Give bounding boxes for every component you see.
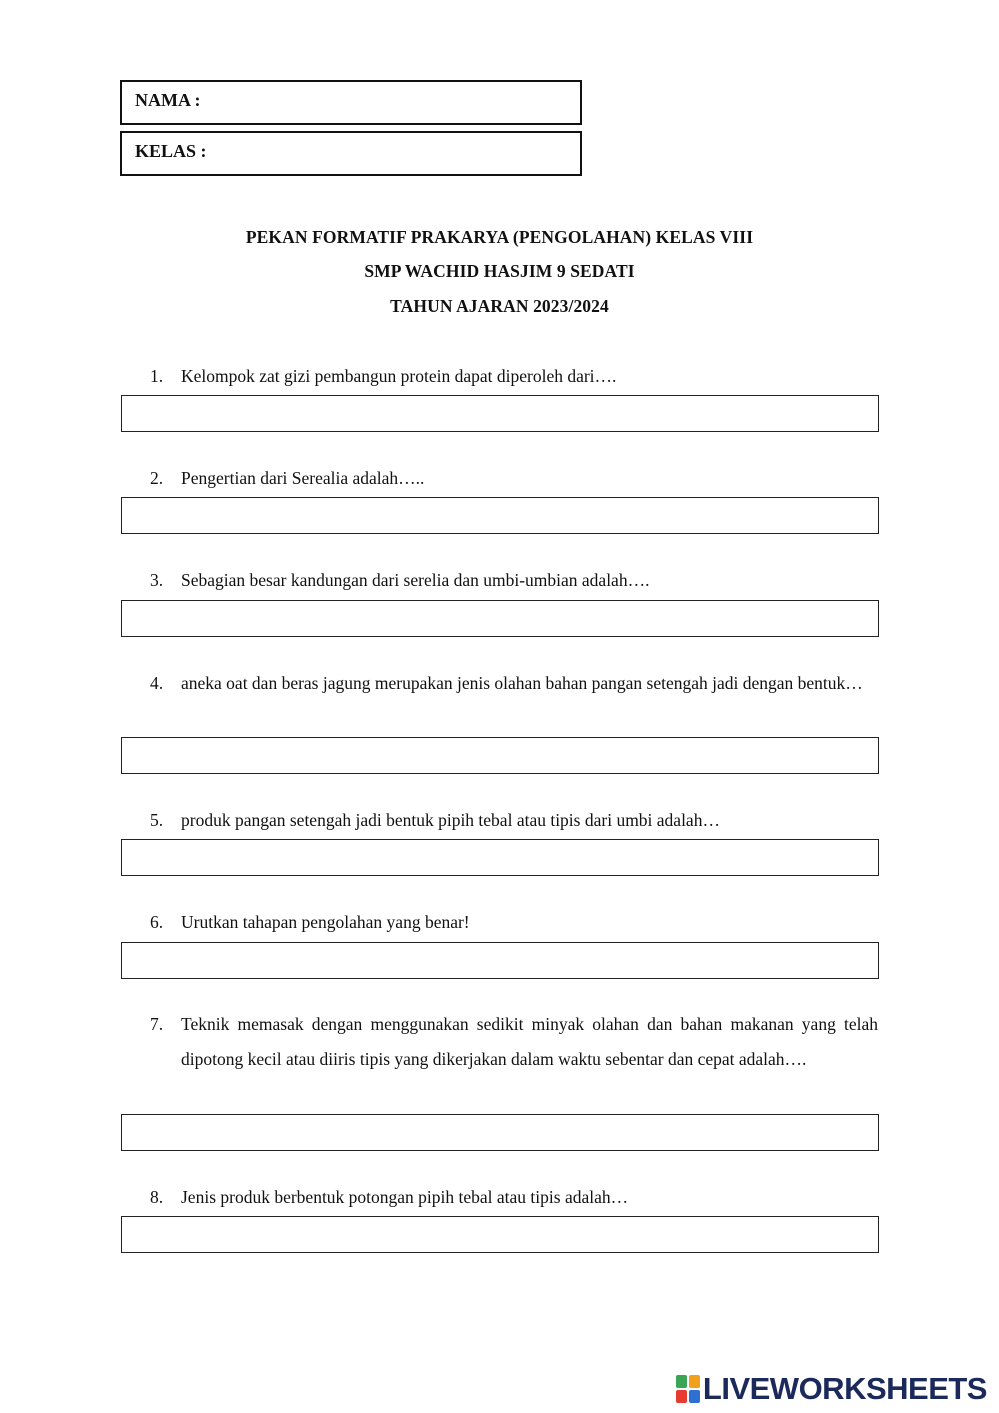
- title-line-1: PEKAN FORMATIF PRAKARYA (PENGOLAHAN) KELAS VIII: [245, 227, 754, 247]
- answer-input-6[interactable]: [121, 942, 879, 979]
- logo-mark-icon: [676, 1375, 700, 1403]
- question-text: produk pangan setengah jadi bentuk pipih tebal atau tipis dari umbi adalah…: [181, 810, 720, 830]
- question-text: Kelompok zat gizi pembangun protein dapat diperoleh dari….: [181, 366, 617, 386]
- question-text: aneka oat dan beras jagung merupakan jenis olahan bahan pangan setengah jadi dengan bentuk…: [181, 673, 863, 693]
- logo-mark-tile: [676, 1375, 687, 1388]
- question-number: 4.: [150, 673, 164, 693]
- question-1: [150, 359, 878, 394]
- question-number: 6.: [150, 912, 164, 932]
- logo-mark-tile: [676, 1390, 687, 1403]
- question-text: Jenis produk berbentuk potongan pipih tebal atau tipis adalah…: [181, 1187, 629, 1207]
- question-3: [150, 563, 878, 598]
- logo-mark-tile: [689, 1390, 700, 1403]
- class-box: [120, 131, 582, 176]
- question-text: Sebagian besar kandungan dari serelia dan umbi-umbian adalah….: [181, 570, 650, 590]
- question-5: [150, 803, 878, 838]
- question-number: 3.: [150, 570, 164, 590]
- question-2: [150, 461, 878, 496]
- answer-input-1[interactable]: [121, 395, 879, 432]
- name-box: [120, 80, 582, 125]
- class-input[interactable]: [215, 138, 580, 170]
- question-number: 2.: [150, 468, 164, 488]
- class-label: KELAS :: [135, 141, 207, 161]
- question-7: [150, 1007, 878, 1077]
- answer-input-5[interactable]: [121, 839, 879, 876]
- logo-text: LIVEWORKSHEETS: [702, 1371, 987, 1406]
- title-line-2: SMP WACHID HASJIM 9 SEDATI: [364, 261, 635, 281]
- question-number: 8.: [150, 1187, 164, 1207]
- question-text: Urutkan tahapan pengolahan yang benar!: [181, 912, 470, 932]
- answer-input-4[interactable]: [121, 737, 879, 774]
- name-label: NAMA :: [135, 90, 201, 110]
- question-text: Teknik memasak dengan menggunakan sedikit minyak olahan dan bahan makanan yang telah dipotong kecil atau diiris tipis yang dikerjakan dalam waktu sebentar dan cepat adalah….: [181, 1014, 878, 1069]
- logo-mark-tile: [689, 1375, 700, 1388]
- question-text: Pengertian dari Serealia adalah…..: [181, 468, 425, 488]
- answer-input-7[interactable]: [121, 1114, 879, 1151]
- question-8: [150, 1180, 878, 1215]
- question-6: [150, 905, 878, 940]
- question-number: 7.: [150, 1014, 164, 1034]
- question-number: 1.: [150, 366, 164, 386]
- title-line-3: TAHUN AJARAN 2023/2024: [390, 296, 609, 316]
- answer-input-8[interactable]: [121, 1216, 879, 1253]
- liveworksheets-logo[interactable]: [676, 1370, 987, 1408]
- question-number: 5.: [150, 810, 164, 830]
- answer-input-3[interactable]: [121, 600, 879, 637]
- name-input[interactable]: [209, 87, 581, 119]
- answer-input-2[interactable]: [121, 497, 879, 534]
- question-4: [150, 666, 878, 701]
